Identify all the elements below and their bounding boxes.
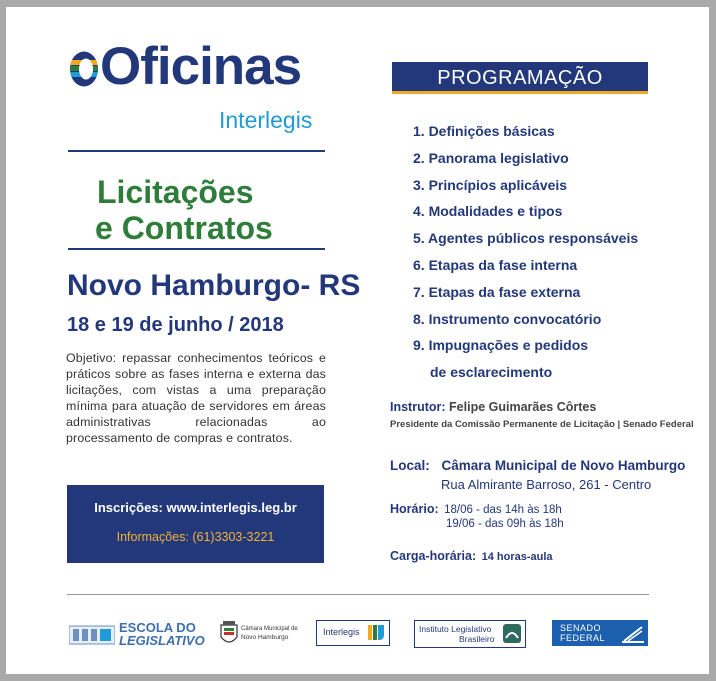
program-item-continuation: de esclarecimento (430, 364, 553, 381)
schedule-line-2: 19/06 - das 09h às 18h (446, 518, 564, 530)
camara-novo-hamburgo-logo (220, 620, 300, 650)
registration-text: Inscrições: www.interlegis.leg.br (94, 500, 297, 515)
workload-label: Carga-horária: (390, 549, 477, 563)
schedule-block (390, 502, 562, 516)
program-heading: PROGRAMAÇÃO (437, 67, 603, 89)
camara-line1: Câmara Municipal de (241, 626, 298, 632)
program-heading-bar (392, 62, 648, 94)
program-item: 4. Modalidades e tipos (413, 203, 563, 220)
footer-divider (67, 594, 649, 595)
program-item: 3. Princípios aplicáveis (413, 176, 568, 193)
program-item: 7. Etapas da fase externa (413, 283, 581, 300)
ilb-line1: Instituto Legislativo (419, 624, 492, 634)
page-title: Oficinas (100, 37, 302, 96)
workload-value: 14 horas-aula (481, 551, 553, 563)
divider (68, 248, 325, 250)
program-item: 9. Impugnações e pedidos (413, 337, 589, 354)
instructor-role: Presidente da Comissão Permanente de Licitação | Senado Federal (390, 419, 694, 430)
interlegis-logo-text: Interlegis (323, 627, 360, 637)
instructor-name: Felipe Guimarães Côrtes (449, 400, 597, 414)
ilb-logo (414, 620, 526, 648)
information-phone: Informações: (61)3303-3221 (116, 530, 275, 544)
senado-line1: SENADO (560, 623, 602, 633)
contact-box (67, 485, 324, 563)
venue-block (390, 458, 685, 473)
program-item: 1. Definições básicas (413, 123, 555, 139)
venue-label: Local: (390, 458, 430, 473)
escola-line2: LEGISLATIVO (119, 633, 205, 648)
senado-dome-icon (622, 623, 644, 643)
ilb-line2: Brasileiro (459, 634, 495, 644)
flyer (6, 7, 709, 674)
interlegis-mark-icon (367, 623, 385, 642)
escola-line1: ESCOLA DO (119, 620, 196, 635)
escola-building-icon (69, 622, 115, 648)
senado-federal-logo (552, 620, 648, 646)
program-list (413, 121, 638, 389)
senado-line2: FEDERAL (560, 633, 606, 643)
camara-line2: Novo Hamburgo (241, 634, 289, 641)
oficinas-o-logo-icon (69, 50, 99, 88)
schedule-line-1: 18/06 - das 14h às 18h (444, 504, 562, 516)
program-item: 2. Panorama legislativo (413, 149, 569, 166)
ilb-mark-icon (503, 624, 521, 643)
coat-of-arms-icon (220, 621, 238, 647)
instructor-label: Instrutor: (390, 400, 446, 414)
interlegis-logo (316, 620, 390, 646)
program-item: 6. Etapas da fase interna (413, 256, 578, 273)
program-item: 8. Instrumento convocatório (413, 310, 602, 327)
workload-block (390, 549, 553, 563)
divider (68, 150, 325, 152)
course-title-line1: Licitações (97, 174, 254, 210)
event-city: Novo Hamburgo- RS (67, 269, 361, 302)
course-title-line2: e Contratos (95, 210, 273, 246)
program-item: 5. Agentes públicos responsáveis (413, 230, 639, 247)
schedule-label: Horário: (390, 502, 439, 516)
venue-address: Rua Almirante Barroso, 261 - Centro (441, 477, 652, 492)
venue-name: Câmara Municipal de Novo Hamburgo (441, 458, 686, 473)
page-subtitle: Interlegis (219, 107, 313, 133)
course-title (96, 174, 273, 246)
objective-text: Objetivo: repassar conhecimentos teóricos e práticos sobre as fases interna e externa das licitações, com vistas a uma preparação mínima para atuação de servidores em áreas administrativas relacionadas ao processamento de compras e contratos. (66, 351, 326, 445)
event-dates: 18 e 19 de junho / 2018 (67, 314, 284, 336)
instructor-line (390, 400, 596, 414)
escola-do-legislativo-logo (69, 620, 205, 650)
